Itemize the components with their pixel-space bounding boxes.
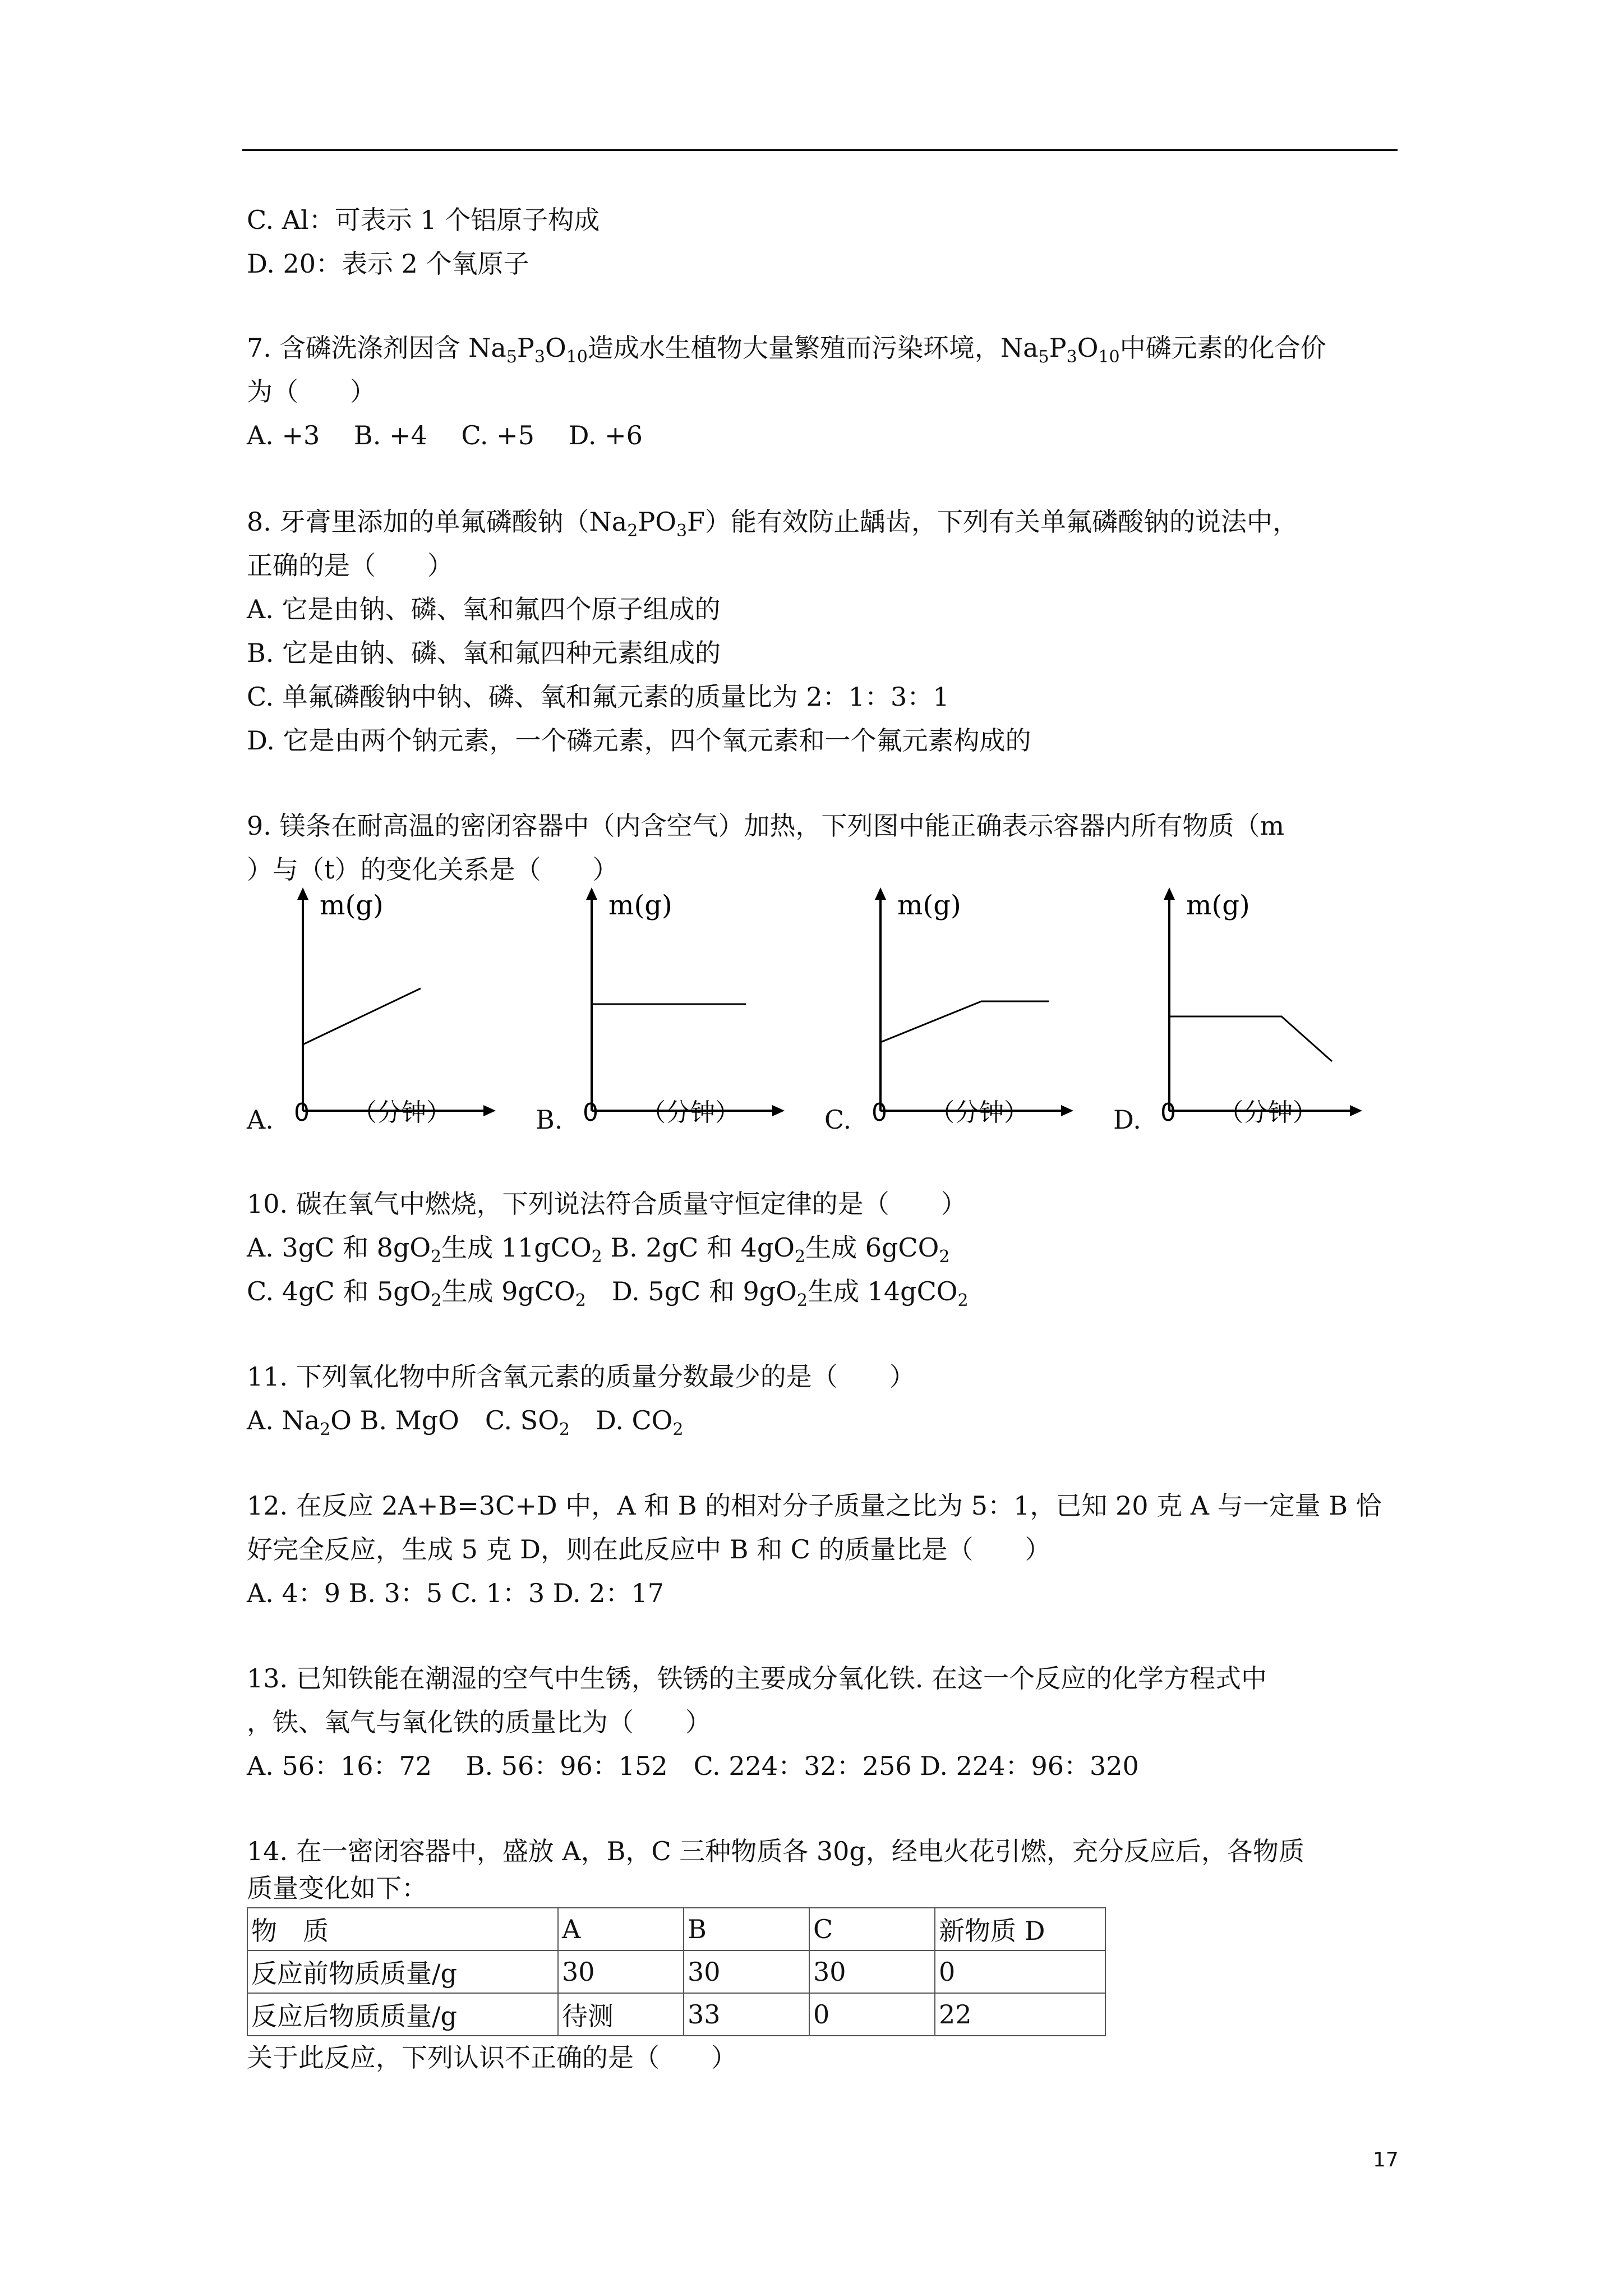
graph-b-svg: [575, 886, 810, 1144]
table-header-row: [247, 1908, 1105, 1950]
table-row: [247, 1993, 1105, 2036]
table-header-cell: 物 质: [247, 1908, 558, 1950]
q9-stem-line1: 9. 镁条在耐高温的密闭容器中（内含空气）加热，下列图中能正确表示容器内所有物质（m: [247, 811, 1285, 841]
graph-b-option-label: B.: [536, 1105, 563, 1135]
graph-c-svg: [864, 886, 1099, 1144]
q8-option-c: C. 单氟磷酸钠中钠、磷、氧和氟元素的质量比为 2：1：3：1: [247, 682, 949, 712]
q12-stem-line2: 好完全反应，生成 5 克 D，则在此反应中 B 和 C 的质量比是（ ）: [247, 1534, 1051, 1565]
q8-option-a: A. 它是由钠、磷、氧和氟四个原子组成的: [247, 594, 721, 624]
y-axis-label: m(g): [1186, 890, 1250, 921]
x-axis-label: （分钟）: [1219, 1098, 1317, 1127]
x-axis-arrow-icon: [1061, 1105, 1073, 1116]
table-header-cell: A: [558, 1908, 684, 1950]
q7-stem-line2: 为（ ）: [247, 376, 376, 407]
table-cell: 30: [684, 1950, 809, 1993]
q8-stem-line2: 正确的是（ ）: [247, 550, 453, 581]
x-axis-label: （分钟）: [930, 1098, 1029, 1127]
q14-stem-line1: 14. 在一密闭容器中，盛放 A，B，C 三种物质各 30g，经电火花引燃，充分反应后，各物质: [247, 1836, 1304, 1866]
origin-label: 0: [1160, 1098, 1176, 1127]
table-cell: 30: [809, 1950, 935, 1993]
mass-line: [880, 1001, 1049, 1042]
graph-b: [575, 886, 810, 1144]
q7-options: A. +3 B. +4 C. +5 D. +6: [247, 420, 643, 450]
origin-label: 0: [583, 1098, 598, 1127]
mass-change-table: [247, 1907, 1106, 2036]
table-cell: 0: [809, 1993, 935, 2036]
mass-line: [1169, 1016, 1332, 1061]
table-header-cell: 新物质 D: [935, 1908, 1105, 1950]
q9-stem-line2: ）与（t）的变化关系是（ ）: [247, 854, 619, 885]
q8-option-b: B. 它是由钠、磷、氧和氟四种元素组成的: [247, 638, 721, 668]
x-axis-label: （分钟）: [641, 1098, 740, 1127]
origin-label: 0: [294, 1098, 310, 1127]
x-axis-label: （分钟）: [352, 1098, 451, 1127]
q11-options: A. $Na_2O$ B. MgO C. $SO_2$ D. $CO_2$: [247, 1405, 684, 1439]
q14-stem-line3: 关于此反应，下列认识不正确的是（ ）: [247, 2042, 737, 2073]
graph-a-option-label: A.: [247, 1105, 274, 1135]
table-row: [247, 1950, 1105, 1993]
page-number: 17: [1373, 2148, 1399, 2171]
graph-d: [1152, 886, 1388, 1144]
q8-stem-line1: 8. 牙膏里添加的单氟磷酸钠$(Na_2PO_3F)$能有效防止龋齿，下列有关单氟磷酸钠的说法中，: [247, 507, 1298, 541]
graph-c-option-label: C.: [824, 1105, 852, 1135]
y-axis-arrow-icon: [297, 887, 308, 900]
x-axis-arrow-icon: [483, 1105, 496, 1116]
table-cell: 反应后物质质量/g: [247, 1993, 558, 2036]
table-cell: 30: [558, 1950, 684, 1993]
graph-c: [864, 886, 1099, 1144]
table-header-cell: B: [684, 1908, 809, 1950]
header-rule: [242, 149, 1398, 151]
q14-stem-line2: 质量变化如下：: [247, 1873, 427, 1903]
mass-line: [303, 988, 421, 1045]
graph-d-svg: [1152, 886, 1388, 1144]
q11-stem: 11. 下列氧化物中所含氧元素的质量分数最少的是（ ）: [247, 1361, 915, 1392]
y-axis-arrow-icon: [586, 887, 597, 900]
table-cell: 33: [684, 1993, 809, 2036]
y-axis-label: m(g): [897, 890, 961, 921]
q7-stem-line1: 7. 含磷洗涤剂因含 $Na_5P_3O_{10}$造成水生植物大量繁殖而污染环境，$Na_5P_3O_{10}$中磷元素的化合价: [247, 333, 1326, 367]
q8-option-d: D. 它是由两个钠元素，一个磷元素，四个氧元素和一个氟元素构成的: [247, 725, 1031, 756]
q10-options-row2: C. 4gC 和 $5gO_2$生成 9gCO$_2$ D. 5gC 和 $9gO_2$生成 14gCO$_2$: [247, 1276, 969, 1310]
graph-a: [286, 886, 522, 1144]
table-header-cell: C: [809, 1908, 935, 1950]
origin-label: 0: [872, 1098, 887, 1127]
q12-options: A. 4：9 B. 3：5 C. 1：3 D. 2：17: [247, 1578, 665, 1608]
table-cell: 22: [935, 1993, 1105, 2036]
q13-stem-line2: ，铁、氧气与氧化铁的质量比为（ ）: [247, 1707, 711, 1737]
q6-option-c: C. Al：可表示 1 个铝原子构成: [247, 205, 600, 235]
y-axis-arrow-icon: [875, 887, 886, 900]
q10-stem: 10. 碳在氧气中燃烧，下列说法符合质量守恒定律的是（ ）: [247, 1189, 967, 1219]
table-cell: 反应前物质质量/g: [247, 1950, 558, 1993]
x-axis-arrow-icon: [772, 1105, 785, 1116]
q10-options-row1: A. 3gC 和 $8gO_2$生成 11gCO$_2$ B. 2gC 和 $4gO_2$生成 6gCO$_2$: [247, 1232, 950, 1267]
graph-a-svg: [286, 886, 522, 1144]
y-axis-arrow-icon: [1164, 887, 1175, 900]
q6-option-d: D. 20：表示 2 个氧原子: [247, 249, 529, 279]
q13-options: A. 56：16：72 B. 56：96：152 C. 224：32：256 D. 224：96：320: [247, 1751, 1139, 1781]
y-axis-label: m(g): [608, 890, 672, 921]
table-cell: 0: [935, 1950, 1105, 1993]
x-axis-arrow-icon: [1350, 1105, 1362, 1116]
q12-stem-line1: 12. 在反应 2A+B=3C+D 中，A 和 B 的相对分子质量之比为 5：1，已知 20 克 A 与一定量 B 恰: [247, 1490, 1382, 1521]
table-cell: 待测: [558, 1993, 684, 2036]
y-axis-label: m(g): [320, 890, 384, 921]
q13-stem-line1: 13. 已知铁能在潮湿的空气中生锈，铁锈的主要成分氧化铁. 在这一个反应的化学方程式中: [247, 1663, 1267, 1694]
graph-d-option-label: D.: [1113, 1105, 1141, 1135]
